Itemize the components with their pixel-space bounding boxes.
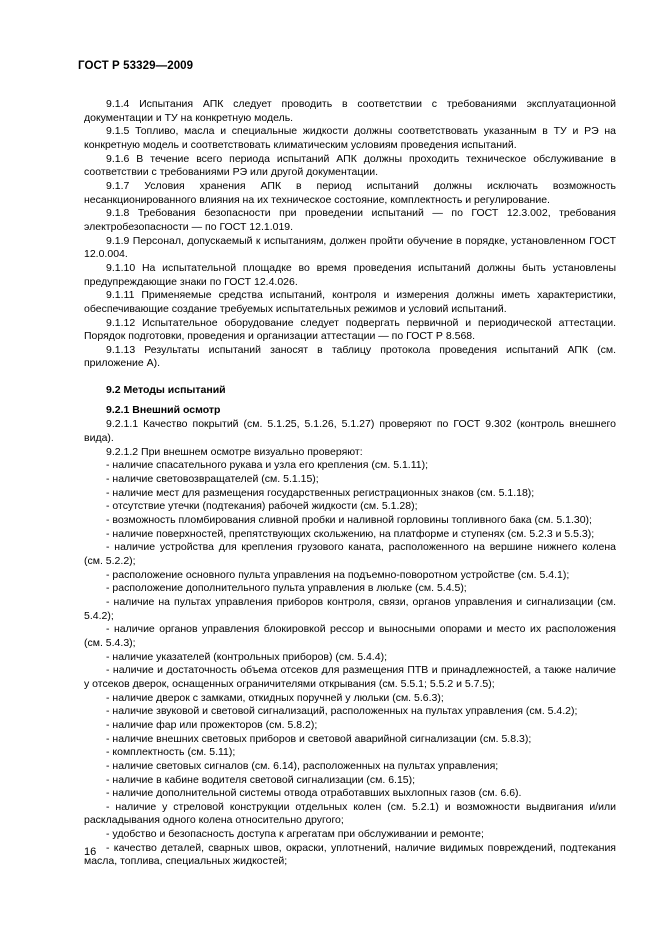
list-item: - наличие звуковой и световой сигнализаций, расположенных на пультах управления (см. 5.4.2); [106,705,578,718]
paragraph: 9.1.8 Требования безопасности при проведении испытаний — по ГОСТ 12.3.002, требования электробезопасности — по ГОСТ 12.1.019. [84,207,616,233]
section-title: 9.2 Методы испытаний [106,384,226,397]
list-item: - наличие фар или прожекторов (см. 5.8.2); [106,718,318,731]
list-item: - расположение основного пульта управления на подъемно-поворотном устройстве (см. 5.4.1); [106,568,570,581]
paragraph: 9.1.13 Результаты испытаний заносят в таблицу протокола проведения испытаний АПК (см. приложение А). [84,343,616,370]
list-item: 9.2.1.1 Качество покрытий (см. 5.1.25, 5.1.26, 5.1.27) проверяют по ГОСТ 9.302 (контроль внешнего вида). [84,418,616,445]
list-item: - наличие дверок с замками, откидных поручней у люльки (см. 5.6.3); [106,691,444,704]
list-item: - наличие мест для размещения государственных регистрационных знаков (см. 5.1.18); [106,486,535,499]
subsection-title: 9.2.1 Внешний осмотр [106,403,221,416]
document-header: ГОСТ Р 53329—2009 [78,60,194,72]
list-item: - наличие световозвращателей (см. 5.1.15); [106,473,319,486]
list-item: 9.2.1.2 При внешнем осмотре визуально проверяют: [106,445,363,458]
list-item: - наличие у стреловой конструкции отдельных колен (см. 5.2.1) и возможности выдвигания и/или раскладывания одного колена относительно другого; [84,800,616,827]
list-item: - наличие внешних световых приборов и световой аварийной сигнализации (см. 5.8.3); [106,732,532,745]
paragraph: 9.1.7 Условия хранения АПК в период испытаний должны исключать возможность несанкционированного влияния на их техническое состояние, комплектность и регулирование. [84,179,616,206]
list-item: - удобство и безопасность доступа к агрегатам при обслуживании и ремонте; [106,828,484,841]
list-item: - наличие поверхностей, препятствующих скольжению, на платформе и ступенях (см. 5.2.3 и 5.5.3); [106,527,595,540]
paragraph: 9.1.10 На испытательной площадке во время проведения испытаний должны быть установлены предупреждающие знаки по ГОСТ 12.4.026. [84,261,616,288]
list-item: - наличие в кабине водителя световой сигнализации (см. 6.15); [106,773,416,786]
list-item: - расположение дополнительного пульта управления в люльке (см. 5.4.5); [106,582,467,595]
list-item: - качество деталей, сварных швов, окраски, уплотнений, наличие видимых повреждений, подтекания масла, топлива, специальных жидкостей; [84,841,616,868]
paragraph: 9.1.5 Топливо, масла и специальные жидкости должны соответствовать указанным в ТУ и РЭ на конкретную модель и соответствовать климатическим условиям проведения испытаний. [84,125,616,151]
list-item: - наличие на пультах управления приборов контроля, связи, органов управления и сигнализации (см. 5.4.2); [84,595,616,622]
list-item: - наличие спасательного рукава и узла его крепления (см. 5.1.11); [106,459,429,472]
page-number: 16 [84,846,97,858]
paragraph: 9.1.11 Применяемые средства испытаний, контроля и измерения должны иметь характеристики, обеспечивающие создание требуемых испытательных режимов и условий испытаний. [84,289,616,315]
list-item: - наличие световых сигналов (см. 6.14), расположенных на пультах управления; [106,759,499,772]
paragraph: 9.1.4 Испытания АПК следует проводить в соответствии с требованиями эксплуатационной документации и ТУ на конкретную модель. [84,98,616,124]
document-body [84,98,616,869]
list-item: - наличие указателей (контрольных приборов) (см. 5.4.4); [106,650,387,663]
paragraph: 9.1.9 Персонал, допускаемый к испытаниям, должен пройти обучение в порядке, установленном ГОСТ 12.0.004. [84,234,616,261]
paragraph: 9.1.6 В течение всего периода испытаний АПК должны проходить техническое обслуживание в соответствии с требованиями РЭ или другой документации. [84,152,616,179]
list-item: - наличие устройства для крепления грузового каната, расположенного на вершине нижнего колена (см. 5.2.2); [84,541,616,567]
list-item: - наличие дополнительной системы отвода отработавших выхлопных газов (см. 6.6). [106,787,522,800]
list-item: - возможность пломбирования сливной пробки и наливной горловины топливного бака (см. 5.1.30); [106,514,592,527]
list-item: - комплектность (см. 5.11); [106,746,236,759]
list-item: - наличие и достаточность объема отсеков для размещения ПТВ и принадлежностей, а также наличие у отсеков дверок, оснащенных ограничителями открывания (см. 5.5.1; 5.5.2 и 5.7.5); [84,664,616,690]
paragraph: 9.1.12 Испытательное оборудование следует подвергать первичной и периодической аттестации. Порядок подготовки, проведения и организации аттестации — по ГОСТ Р 8.568. [84,316,616,343]
list-item: - наличие органов управления блокировкой рессор и выносными опорами и место их расположения (см. 5.4.3); [84,623,616,649]
list-item: - отсутствие утечки (подтекания) рабочей жидкости (см. 5.1.28); [106,500,418,513]
